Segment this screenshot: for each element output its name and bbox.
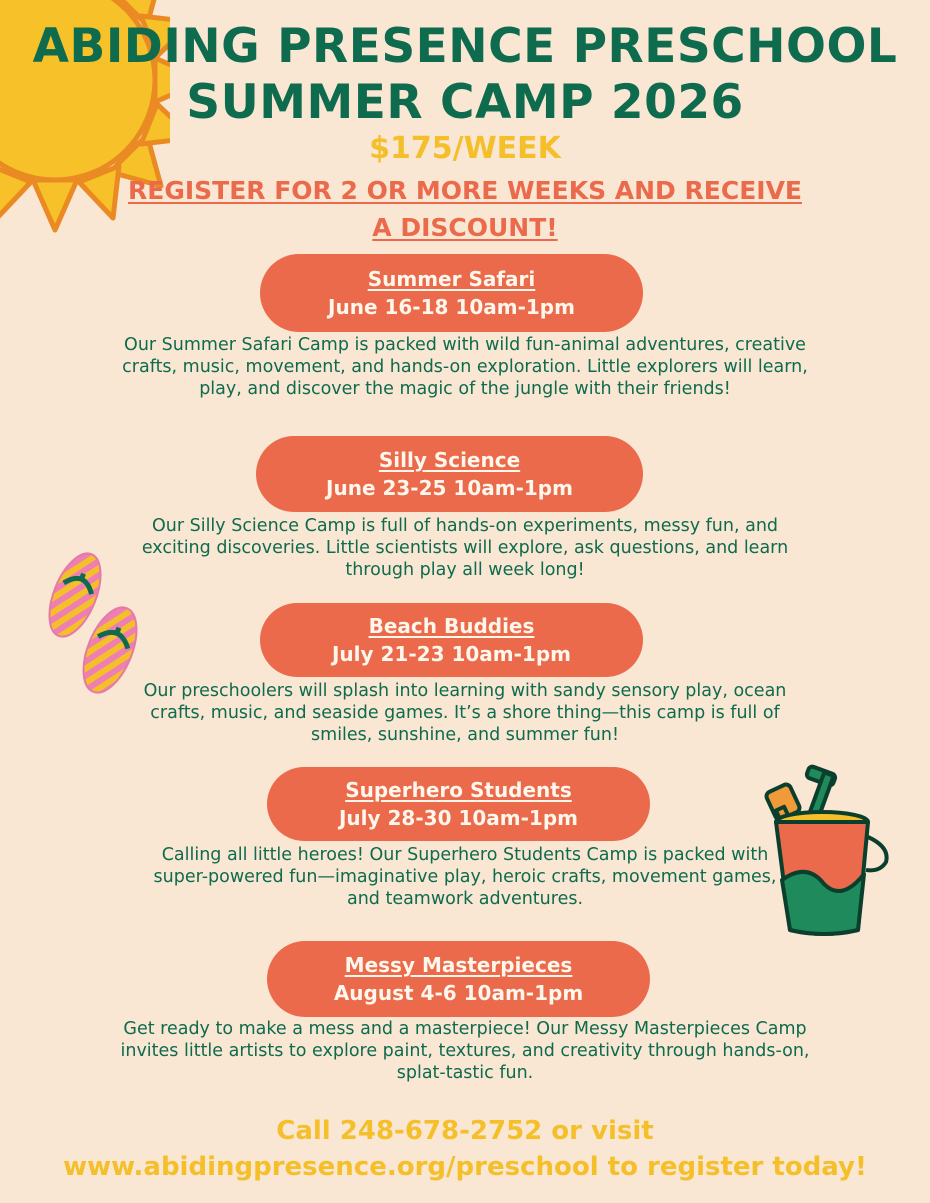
camp-dates: August 4-6 10am-1pm: [333, 981, 584, 1005]
camp-dates: July 28-30 10am-1pm: [338, 806, 578, 830]
camp-name: Superhero Students: [345, 778, 572, 802]
camp-dates: July 21-23 10am-1pm: [331, 642, 571, 666]
camp-dates: June 23-25 10am-1pm: [326, 476, 573, 500]
title-line-1: ABIDING PRESENCE PRESCHOOL: [32, 19, 898, 74]
title-line-2: SUMMER CAMP 2026: [186, 75, 744, 130]
camp-name: Messy Masterpieces: [344, 953, 573, 977]
camp-description: Get ready to make a mess and a masterpiece! Our Messy Masterpieces Camp invites little artists to explore paint, textures, and creativity through hands-on, splat-tastic fun.: [120, 1019, 810, 1083]
sand-bucket-icon: [762, 762, 892, 942]
camp-badge-silly-science: [256, 436, 643, 512]
camp-description: Our Summer Safari Camp is packed with wild fun-animal adventures, creative crafts, music, movement, and hands-on exploration. Little explorers will learn, play, and discover the magic of the jungle with their friends!: [122, 335, 808, 399]
camp-badge-messy-masterpieces: [267, 941, 650, 1017]
discount-notice: REGISTER FOR 2 OR MORE WEEKS AND RECEIVE A DISCOUNT!: [127, 176, 802, 242]
camp-name: Summer Safari: [367, 267, 536, 291]
camp-dates: June 16-18 10am-1pm: [328, 295, 575, 319]
price-per-week: $175/WEEK: [369, 131, 561, 166]
call-to-action-website[interactable]: www.abidingpresence.org/preschool to register today!: [63, 1152, 867, 1182]
camp-badge-summer-safari: [260, 254, 643, 332]
camp-badge-beach-buddies: [260, 603, 643, 677]
call-to-action-phone: Call 248-678-2752 or visit: [276, 1116, 654, 1146]
camp-name: Silly Science: [378, 448, 521, 472]
flip-flops-icon: [40, 550, 150, 700]
camp-description: Our Silly Science Camp is full of hands-on experiments, messy fun, and exciting discoveries. Little scientists will explore, ask questions, and learn through play all week long!: [141, 516, 789, 580]
camp-name: Beach Buddies: [368, 614, 535, 638]
camp-description: Calling all little heroes! Our Superhero Students Camp is packed with super-powered fun—imaginative play, heroic crafts, movement games, and teamwork adventures.: [153, 845, 777, 909]
camp-description: Our preschoolers will splash into learning with sandy sensory play, ocean crafts, music, and seaside games. It’s a shore thing—this camp is full of smiles, sunshine, and summer fun!: [143, 681, 787, 745]
camp-badge-superhero-students: [267, 767, 650, 841]
